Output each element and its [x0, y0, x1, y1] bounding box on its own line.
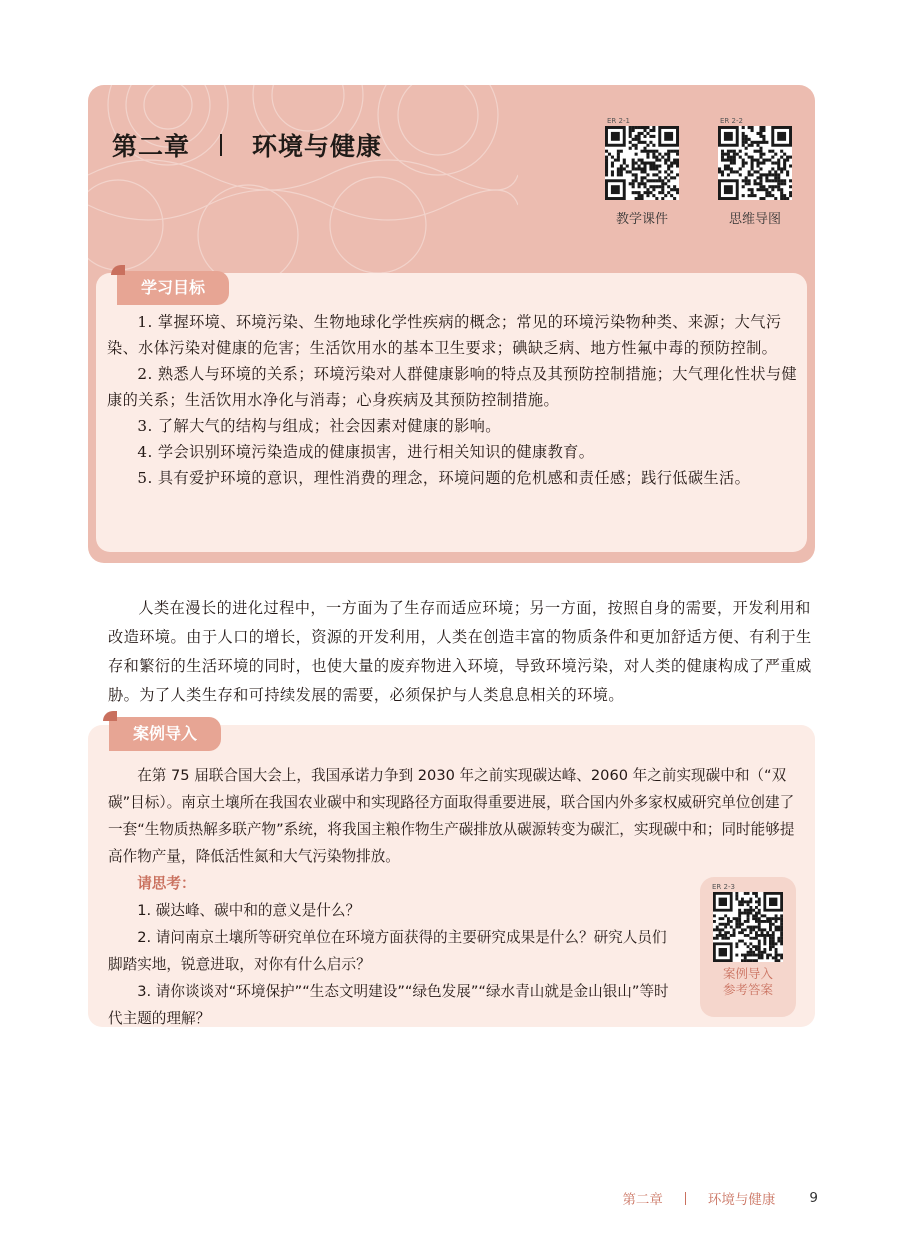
case-intro-panel	[88, 725, 815, 1027]
footer-divider	[685, 1192, 686, 1205]
chapter-name: 环境与健康	[252, 132, 383, 161]
case-body: 在第 75 届联合国大会上，我国承诺力争到 2030 年之前实现碳达峰、2060 年之前实现碳中和（“双碳”目标）。南京土壤所在我国农业碳中和实现路径方面取得重要进展，联合国内外多家权威研究单位创建了一套“生物质热解多联产物”系统，将我国主粮作物生产碳排放从碳源转变为碳汇，实现碳中和；同时能够提高作物产量，降低活性氮和大气污染物排放。	[108, 767, 795, 865]
qr-code-id: ER 2-2	[720, 117, 743, 125]
objective-item: 4. 学会识别环境污染造成的健康损害，进行相关知识的健康教育。	[137, 443, 595, 461]
question-item: 2. 请问南京土壤所等研究单位在环境方面获得的主要研究成果是什么？研究人员们脚踏实地，锐意进取，对你有什么启示？	[108, 929, 667, 973]
qr-code-id: ER 2-1	[607, 117, 630, 125]
qr-case-answer[interactable]	[700, 877, 796, 1017]
page-footer	[622, 1188, 818, 1208]
qr-mind-map[interactable]	[710, 117, 800, 227]
qr-label-line: 案例导入	[722, 966, 773, 981]
question-item: 1. 碳达峰、碳中和的意义是什么？	[137, 902, 361, 919]
qr-code-icon[interactable]	[605, 126, 679, 200]
think-label: 请思考：	[137, 875, 196, 892]
chapter-header-card	[88, 85, 815, 563]
chapter-number: 第二章	[112, 132, 191, 161]
qr-label: 教学课件	[615, 212, 668, 227]
qr-code-icon[interactable]	[718, 126, 792, 200]
qr-teaching-slides[interactable]	[597, 117, 687, 227]
chapter-title	[112, 127, 382, 163]
title-divider	[220, 134, 222, 156]
case-content	[108, 762, 798, 1032]
qr-label	[700, 966, 796, 998]
intro-paragraph	[108, 594, 818, 710]
objectives-list	[107, 309, 797, 491]
page-number: 9	[809, 1190, 818, 1206]
objective-item: 3. 了解大气的结构与组成；社会因素对健康的影响。	[137, 417, 501, 435]
objective-item: 2. 熟悉人与环境的关系；环境污染对人群健康影响的特点及其预防控制措施；大气理化性状与健康的关系；生活饮用水净化与消毒；心身疾病及其预防控制措施。	[107, 365, 797, 409]
qr-label-line: 参考答案	[722, 982, 773, 997]
floral-pattern-decoration	[88, 85, 518, 285]
footer-chapter: 第二章	[622, 1192, 663, 1208]
objective-item: 5. 具有爱护环境的意识，理性消费的理念，环境问题的危机感和责任感；践行低碳生活。	[137, 469, 751, 487]
case-heading: 案例导入	[109, 717, 221, 751]
qr-code-icon[interactable]	[713, 892, 783, 962]
qr-code-id: ER 2-3	[712, 883, 735, 891]
question-item: 3. 请你谈谈对“环境保护”“生态文明建设”“绿色发展”“绿水青山就是金山银山”等时代主题的理解？	[108, 983, 669, 1027]
objectives-heading: 学习目标	[117, 271, 229, 305]
footer-title: 环境与健康	[707, 1192, 776, 1208]
learning-objectives-panel	[96, 273, 807, 552]
objective-item: 1. 掌握环境、环境污染、生物地球化学性疾病的概念；常见的环境污染物种类、来源；大气污染、水体污染对健康的危害；生活饮用水的基本卫生要求；碘缺乏病、地方性氟中毒的预防控制。	[107, 313, 782, 357]
intro-text: 人类在漫长的进化过程中，一方面为了生存而适应环境；另一方面，按照自身的需要，开发利用和改造环境。由于人口的增长，资源的开发利用，人类在创造丰富的物质条件和更加舒适方便、有利于生存和繁衍的生活环境的同时，也使大量的废弃物进入环境，导致环境污染，对人类的健康构成了严重威胁。为了人类生存和可持续发展的需要，必须保护与人类息息相关的环境。	[108, 599, 812, 704]
qr-label: 思维导图	[728, 212, 781, 227]
